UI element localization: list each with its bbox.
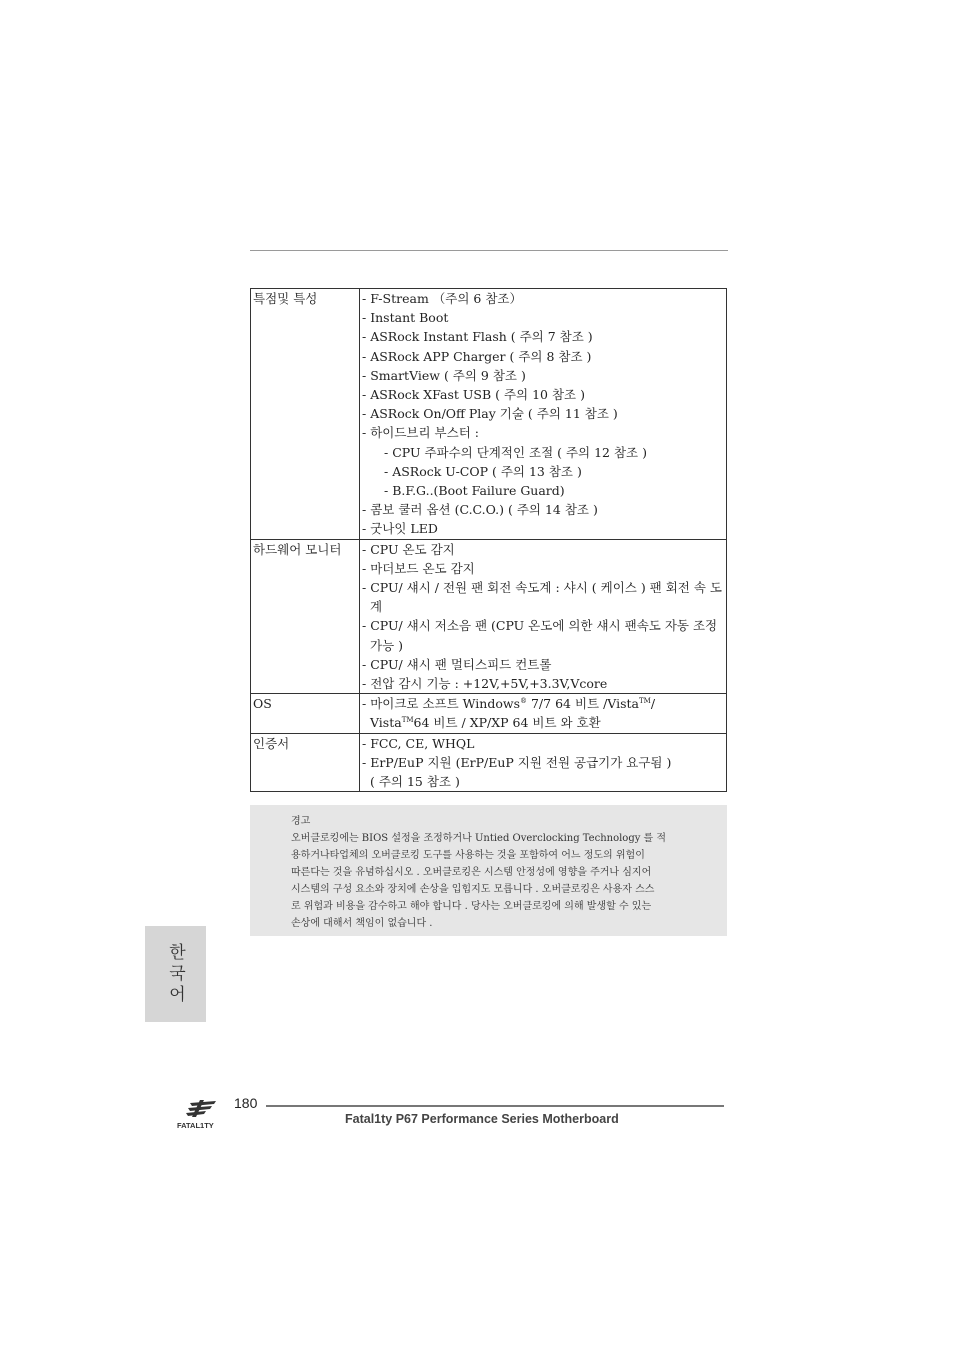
- list-item: - 하이드브리 부스터 :: [362, 425, 479, 441]
- list-subitem: - B.F.G..(Boot Failure Guard): [384, 483, 565, 499]
- os-text-d: Vista: [370, 715, 402, 731]
- list-subitem: - CPU 주파수의 단계적인 조절 ( 주의 12 참조 ): [384, 444, 647, 460]
- page-number: 180: [234, 1095, 258, 1111]
- spec-label-features: 특점및 특성: [251, 289, 360, 540]
- warning-line: 시스템의 구성 요소와 장치에 손상을 입힙지도 모릅니다 . 오버클로킹은 사용자 스스: [291, 884, 655, 895]
- warning-line: 로 위험과 비용을 감수하고 해야 합니다 . 당사는 오버클로킹에 의해 발생할 수 있는: [291, 901, 652, 912]
- list-item: - F-Stream （주의 6 참조）: [362, 291, 522, 306]
- spec-label-hardware-monitor: 하드웨어 모니터: [251, 539, 360, 694]
- trademark-mark: TM: [401, 716, 414, 725]
- spec-value-certifications: [360, 733, 727, 792]
- list-item: - 전압 감시 기능 : +12V,+5V,+3.3V,Vcore: [362, 676, 608, 692]
- list-subitem: - ASRock U-COP ( 주의 13 참조 ): [384, 463, 582, 479]
- spec-label-os: OS: [251, 694, 360, 733]
- list-item: - 마더보드 온도 감지: [362, 560, 475, 576]
- language-side-tab: [145, 926, 206, 1022]
- table-row: [251, 289, 727, 540]
- header-divider: [250, 250, 728, 251]
- list-item: [362, 694, 726, 713]
- list-item: - CPU/ 섀시 팬 멀티스피드 컨트롤: [362, 656, 552, 672]
- list-item: - CPU 온도 감지: [362, 541, 455, 557]
- warning-title: 경고: [291, 816, 311, 827]
- list-item: - FCC, CE, WHQL: [362, 735, 475, 751]
- fatal1ty-logo-icon: [176, 1095, 232, 1131]
- table-row: [251, 539, 727, 694]
- list-item-continued: [362, 713, 726, 732]
- warning-box: [250, 805, 727, 936]
- logo-text: FATAL1TY: [177, 1121, 214, 1130]
- list-item: - CPU/ 섀시 / 전원 팬 회전 속도계 : 샤시 ( 케이스 ) 팬 회전 속 도계: [362, 580, 722, 615]
- list-item: - ASRock Instant Flash ( 주의 7 참조 ): [362, 329, 593, 345]
- list-item: - ASRock XFast USB ( 주의 10 참조 ): [362, 387, 585, 403]
- footer-divider: [266, 1105, 724, 1107]
- warning-line: 따른다는 것을 유념하십시오 . 오버클로킹은 시스템 안정성에 영향을 주거나 심지어: [291, 867, 652, 878]
- list-item: - 콤보 쿨러 옵션 (C.C.O.) ( 주의 14 참조 ): [362, 502, 598, 518]
- language-label: 한국어: [165, 942, 185, 1006]
- warning-line: 손상에 대해서 책임이 없습니다 .: [291, 918, 433, 929]
- spec-value-features: [360, 289, 727, 540]
- os-text-b: 7/7 64 비트 /Vista: [527, 696, 639, 712]
- list-item: - SmartView ( 주의 9 참조 ): [362, 367, 526, 383]
- list-item-continued: ( 주의 15 참조 ): [370, 774, 460, 790]
- registered-mark: ®: [520, 697, 527, 706]
- list-item: - 굿나잇 LED: [362, 521, 438, 537]
- warning-line: 용하거나타업체의 오버클로킹 도구를 사용하는 것을 포함하여 어느 정도의 위험이: [291, 850, 645, 861]
- list-item: - CPU/ 섀시 저소음 팬 (CPU 온도에 의한 섀시 팬속도 자동 조정 가능 ): [362, 618, 718, 653]
- table-row: [251, 694, 727, 733]
- list-item: - Instant Boot: [362, 310, 449, 326]
- list-item: - ASRock On/Off Play 기술 ( 주의 11 참조 ): [362, 406, 618, 422]
- trademark-mark: TM: [638, 697, 651, 706]
- spec-table: [250, 288, 727, 792]
- os-text-c: /: [650, 696, 656, 712]
- footer-title: Fatal1ty P67 Performance Series Motherboard: [345, 1112, 619, 1126]
- spec-value-os: [360, 694, 727, 733]
- list-item: - ErP/EuP 지원 (ErP/EuP 지원 전원 공급기가 요구됨 ): [362, 754, 672, 770]
- spec-value-hardware-monitor: [360, 539, 727, 694]
- os-text-e: 64 비트 / XP/XP 64 비트 와 호환: [413, 715, 601, 731]
- table-row: [251, 733, 727, 792]
- list-item: - ASRock APP Charger ( 주의 8 참조 ): [362, 348, 592, 364]
- warning-line: 오버클로킹에는 BIOS 설정을 조정하거나 Untied Overclocking Technology 를 적: [291, 833, 667, 844]
- spec-label-certifications: 인증서: [251, 733, 360, 792]
- os-text-a: - 마이크로 소프트 Windows: [362, 696, 520, 712]
